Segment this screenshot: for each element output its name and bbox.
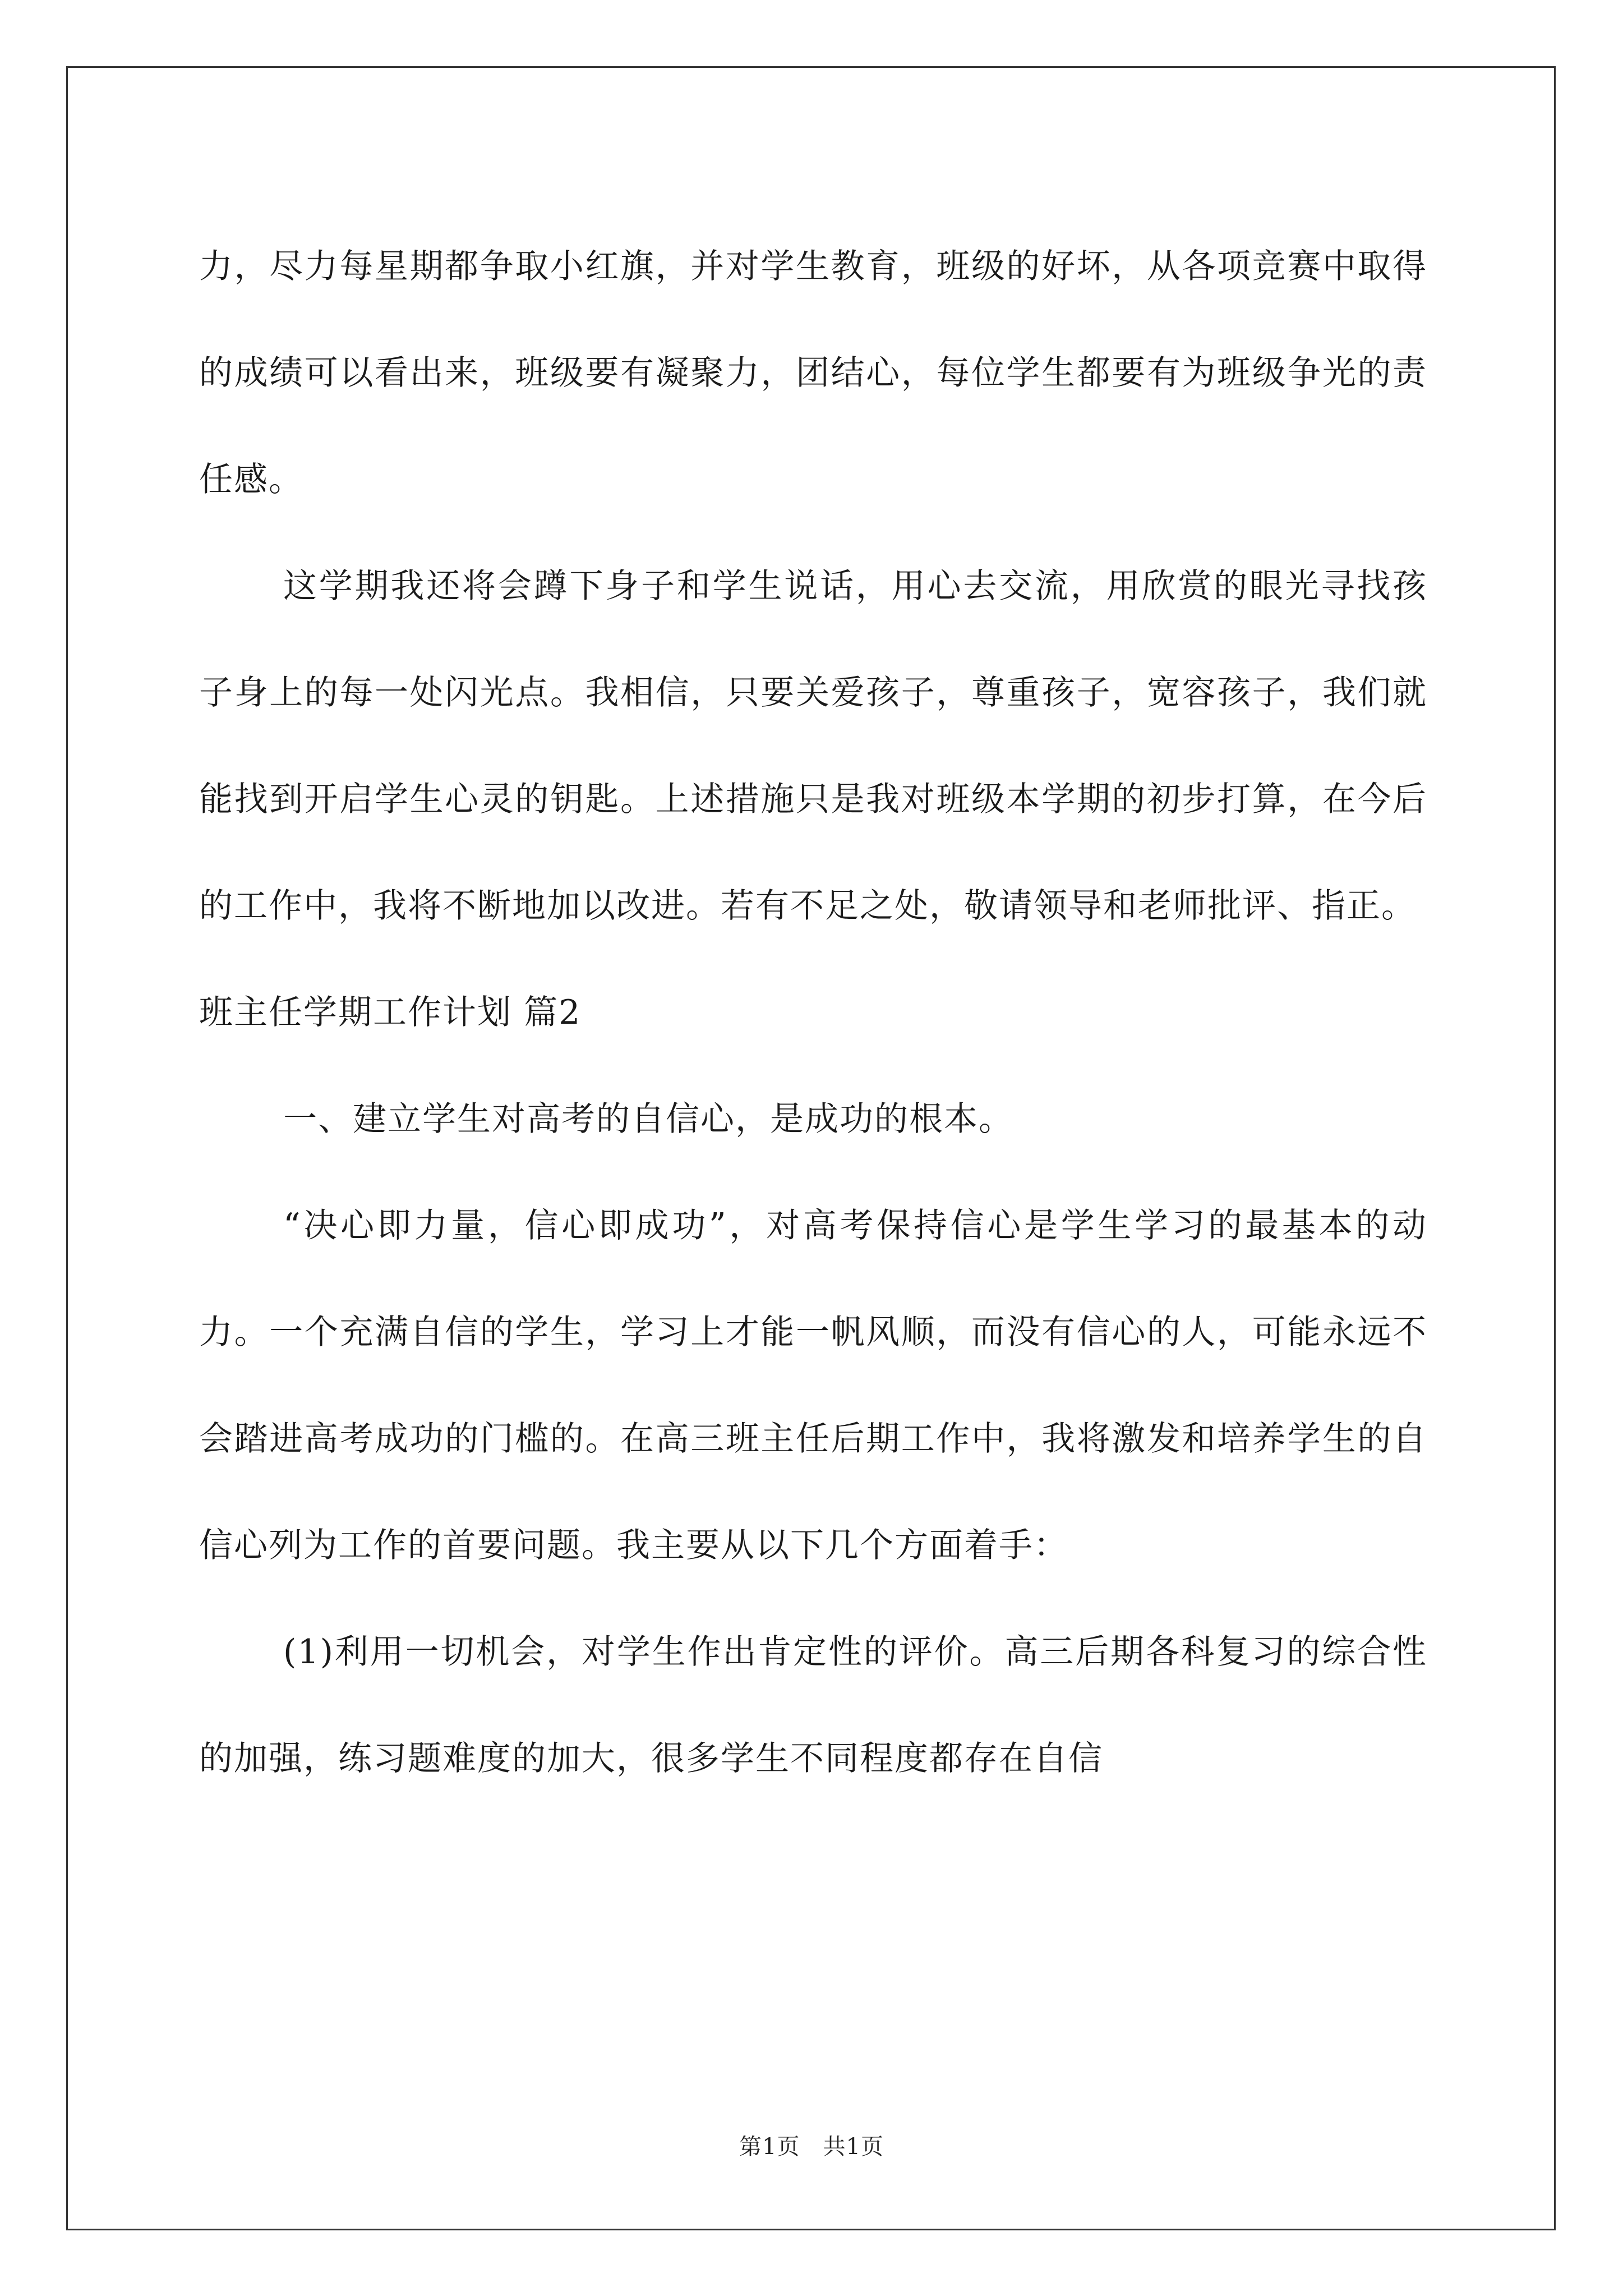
paragraph-2: 这学期我还将会蹲下身子和学生说话，用心去交流，用欣赏的眼光寻找孩子身上的每一处闪光点。我相信，只要关爱孩子，尊重孩子，宽容孩子，我们就能找到开启学生心灵的钥匙。上述措施只是我对班级本学期的初步打算，在今后的工作中，我将不断地加以改进。若有不足之处，敬请领导和老师批评、指正。 [199, 567, 1427, 926]
paragraph-3: 一、建立学生对高考的自信心，是成功的根本。 [283, 1099, 1013, 1139]
section-heading: 班主任学期工作计划 篇2 [199, 993, 582, 1032]
paragraph-4: “决心即力量，信心即成功”，对高考保持信心是学生学习的最基本的动力。一个充满自信的学生，学习上才能一帆风顺，而没有信心的人，可能永远不会踏进高考成功的门槛的。在高三班主任后期工作中，我将激发和培养学生的自信心列为工作的首要问题。我主要从以下几个方面着手： [199, 1206, 1427, 1565]
page-number-footer: 第1页 共1页 [739, 2134, 884, 2160]
paragraph-1: 力，尽力每星期都争取小红旗，并对学生教育，班级的好坏，从各项竞赛中取得的成绩可以看出来，班级要有凝聚力，团结心，每位学生都要有为班级争光的责任感。 [199, 247, 1427, 499]
paragraph-5: (1)利用一切机会，对学生作出肯定性的评价。高三后期各科复习的综合性的加强，练习题难度的加大，很多学生不同程度都存在自信 [199, 1632, 1427, 1778]
document-body [199, 213, 1427, 1812]
